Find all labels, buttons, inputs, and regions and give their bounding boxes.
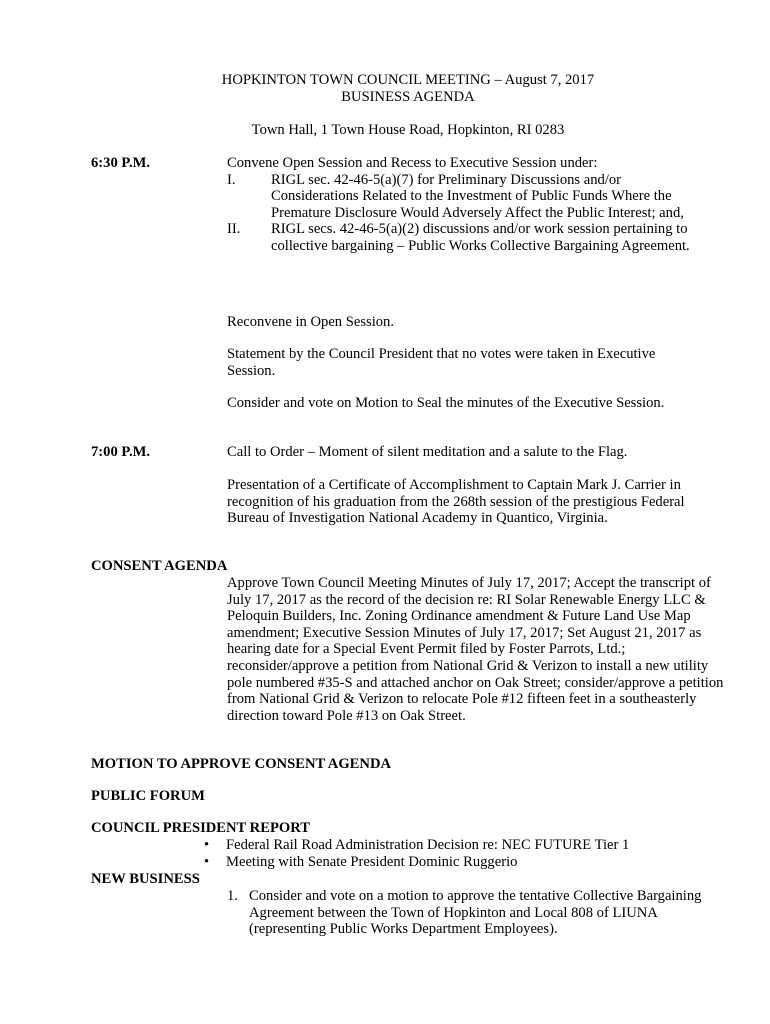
roman-numeral: I. [227,171,236,188]
statement-text: Statement by the Council President that no votes were taken in Executive Session. [227,346,656,379]
meeting-title: HOPKINTON TOWN COUNCIL MEETING – August 7, 2017 [221,72,595,88]
agenda-subtitle: BUSINESS AGENDA [341,88,475,105]
consent-agenda-heading: CONSENT AGENDA [91,558,228,574]
roman-item-1 [227,172,717,222]
page-header [0,72,770,105]
list-item [227,888,722,938]
session1-block [227,155,717,255]
roman-item-2 [227,221,717,254]
president-report-list [204,837,734,870]
item-text: Consider and vote on a motion to approve the tentative Collective Bargaining Agreement between the Town of Hopkinton and Local 808 of LIUNA (representing Public Works Department Employees). [249,888,702,938]
president-report-heading: COUNCIL PRESIDENT REPORT [91,820,310,836]
bullet-text: Meeting with Senate President Dominic Ruggerio [226,853,518,870]
new-business-heading: NEW BUSINESS [91,871,200,887]
call-to-order-text: Call to Order – Moment of silent meditation and a salute to the Flag. [227,444,628,460]
bullet-icon: • [204,853,210,870]
time-630: 6:30 P.M. [91,155,151,171]
bullet-icon: • [204,837,210,853]
meeting-location: Town Hall, 1 Town House Road, Hopkinton, RI 0283 [251,122,565,138]
bullet-text: Federal Rail Road Administration Decision re: NEC FUTURE Tier 1 [226,837,630,853]
consent-agenda-text: Approve Town Council Meeting Minutes of July 17, 2017; Accept the transcript of July 17, 2017 as the record of the decision re: RI Solar Renewable Energy LLC & Peloquin Builders, Inc. Zoning Ordinance amendment & Future Land Use Map amendment; Executive Session Minutes of July 17, 2017; Set August 21, 2017 as hearing date for a Special Event Permit filed by Foster Parrots, Ltd.; reconsider/approve a petition from National Grid & Verizon to install a new utility pole numbered #35-S and attached anchor on Oak Street; consider/approve a petition from National Grid & Verizon to relocate Pole #12 fifteen feet in a southeasterly direction toward Pole #13 on Oak Street. [227,575,724,724]
public-forum-heading: PUBLIC FORUM [91,788,205,804]
roman-item-text: RIGL sec. 42-46-5(a)(7) for Preliminary Discussions and/or Considerations Related to the Investment of Public Funds Where the Premature Disclosure Would Adversely Affect the Public Interest; and, [271,171,684,221]
item-number: 1. [227,888,238,904]
list-item [204,854,734,871]
new-business-list [227,888,722,938]
presentation-text: Presentation of a Certificate of Accomplishment to Captain Mark J. Carrier in recognition of his graduation from the 268th session of the prestigious Federal Bureau of Investigation National Academy in Quantico, Virginia. [227,477,685,527]
motion-heading: MOTION TO APPROVE CONSENT AGENDA [91,756,392,772]
seal-motion-text: Consider and vote on Motion to Seal the minutes of the Executive Session. [227,395,665,411]
list-item [204,837,734,854]
reconvene-text: Reconvene in Open Session. [227,314,394,330]
roman-item-text: RIGL secs. 42-46-5(a)(2) discussions and/or work session pertaining to collective bargaining – Public Works Collective Bargaining Agreement. [271,221,690,254]
time-700: 7:00 P.M. [91,444,151,460]
roman-numeral: II. [227,221,241,238]
executive-session-intro: Convene Open Session and Recess to Executive Session under: [227,155,598,171]
